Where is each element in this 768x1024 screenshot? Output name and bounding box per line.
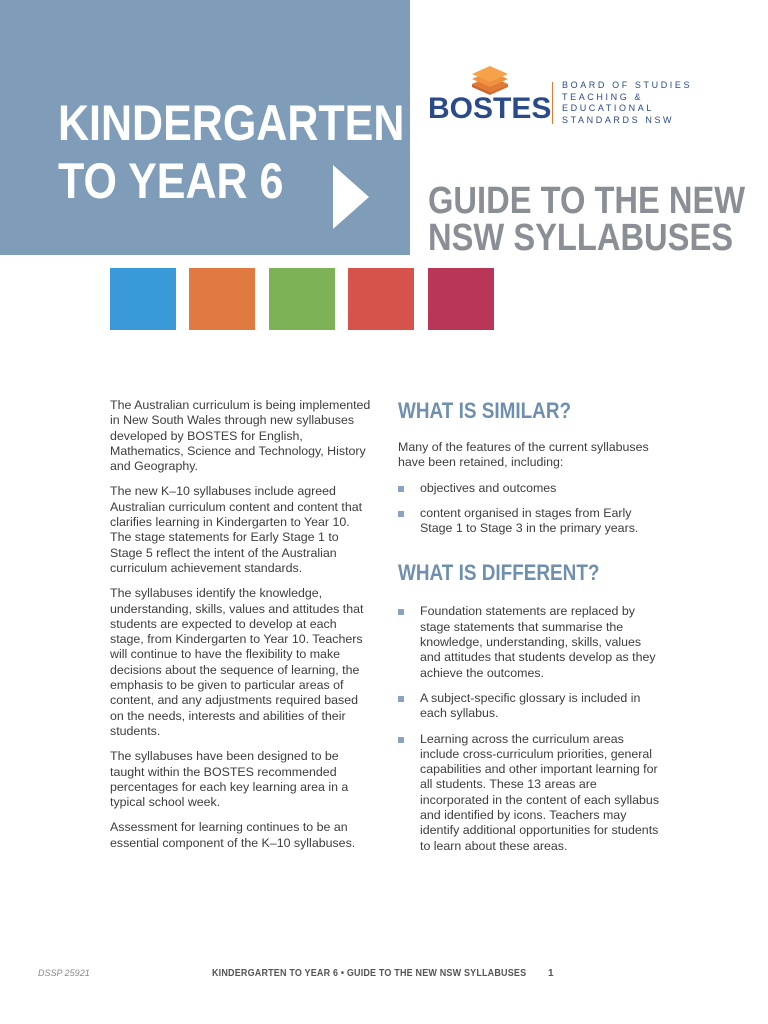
page-footer [0,968,768,984]
list-item-text: A subject-specific glossary is included in each syllabus. [420,690,641,721]
bostes-logo [428,62,708,126]
document-id: DSSP 25921 [38,968,90,978]
swatch-red [348,268,414,330]
square-bullet-icon [398,486,404,492]
square-bullet-icon [398,737,404,743]
list-item-text: Learning across the curriculum areas include cross-curriculum priorities, general capabilities and other important learning for all students. These 13 areas are incorporated in the content of each syllabus and identified by icons. Teachers may identify additional opportunities for students to learn about these areas. [420,731,660,853]
swatch-green [269,268,335,330]
logo-wordmark: BOSTES [428,92,552,125]
logo-tagline-line4: STANDARDS NSW [562,114,675,125]
swatch-crimson [428,268,494,330]
intro-paragraph: Assessment for learning continues to be an essential component of the K–10 syllabuses. [110,820,356,850]
logo-divider [552,82,553,124]
footer-title: KINDERGARTEN TO YEAR 6 • GUIDE TO THE NEW NSW SYLLABUSES [212,968,527,979]
intro-paragraph: The syllabuses have been designed to be taught within the BOSTES recommended percentages for each key learning area in a typical school week. [110,749,349,810]
list-item [398,732,660,854]
page-title-line1: KINDERGARTEN [58,95,405,151]
intro-paragraph: The syllabuses identify the knowledge, understanding, skills, values and attitudes that students are expected to develop at each stage, from Kindergarten to Year 10. Teachers will continue to have the flexibility to make decisions about the sequence of learning, the emphasis to be given to particular areas of content, and any adjustments required based on the needs, interests and abilities of their students. [110,586,364,738]
list-item [398,691,660,722]
intro-column [110,398,372,861]
intro-paragraph: The new K–10 syllabuses include agreed Australian curriculum content and content that clarifies learning in Kindergarten to Year 10. The stage statements for Early Stage 1 to Stage 5 reflect the intent of the Australian curriculum achievement standards. [110,484,363,575]
logo-tagline-line3: EDUCATIONAL [562,103,654,113]
intro-paragraph: The Australian curriculum is being implemented in New South Wales through new syllabuses developed by BOSTES for English, Mathematics, Science and Technology, History and Geography. [110,398,371,474]
logo-tagline [562,80,692,126]
hero-band [0,0,410,255]
list-item-text: Foundation statements are replaced by stage statements that summarise the knowledge, understanding, skills, values and attitudes that students develop as they achieve the outcomes. [420,604,656,680]
logo-tagline-line2: TEACHING & [562,91,644,102]
similar-heading: WHAT IS SIMILAR? [398,398,572,423]
similar-intro: Many of the features of the current syllabuses have been retained, including: [398,440,649,470]
logo-tagline-line1: BOARD OF STUDIES [562,80,693,90]
comparison-column [398,398,660,864]
subtitle-line1: GUIDE TO THE NEW [428,180,746,222]
different-list [398,604,660,853]
stacked-books-icon [468,62,512,96]
similar-list [398,481,660,537]
list-item-text: content organised in stages from Early Stage 1 to Stage 3 in the primary years. [420,505,639,536]
document-subtitle [428,180,746,259]
swatch-blue [110,268,176,330]
different-heading: WHAT IS DIFFERENT? [398,560,600,586]
square-bullet-icon [398,511,404,517]
play-arrow-icon [333,165,369,229]
square-bullet-icon [398,609,404,615]
list-item [398,604,660,680]
page-title-line2: TO YEAR 6 [58,153,284,209]
swatch-orange [189,268,255,330]
list-item [398,481,660,496]
page-number: 1 [548,968,554,979]
list-item [398,506,660,537]
subtitle-line2: NSW SYLLABUSES [428,217,734,259]
square-bullet-icon [398,696,404,702]
list-item-text: objectives and outcomes [420,480,557,495]
